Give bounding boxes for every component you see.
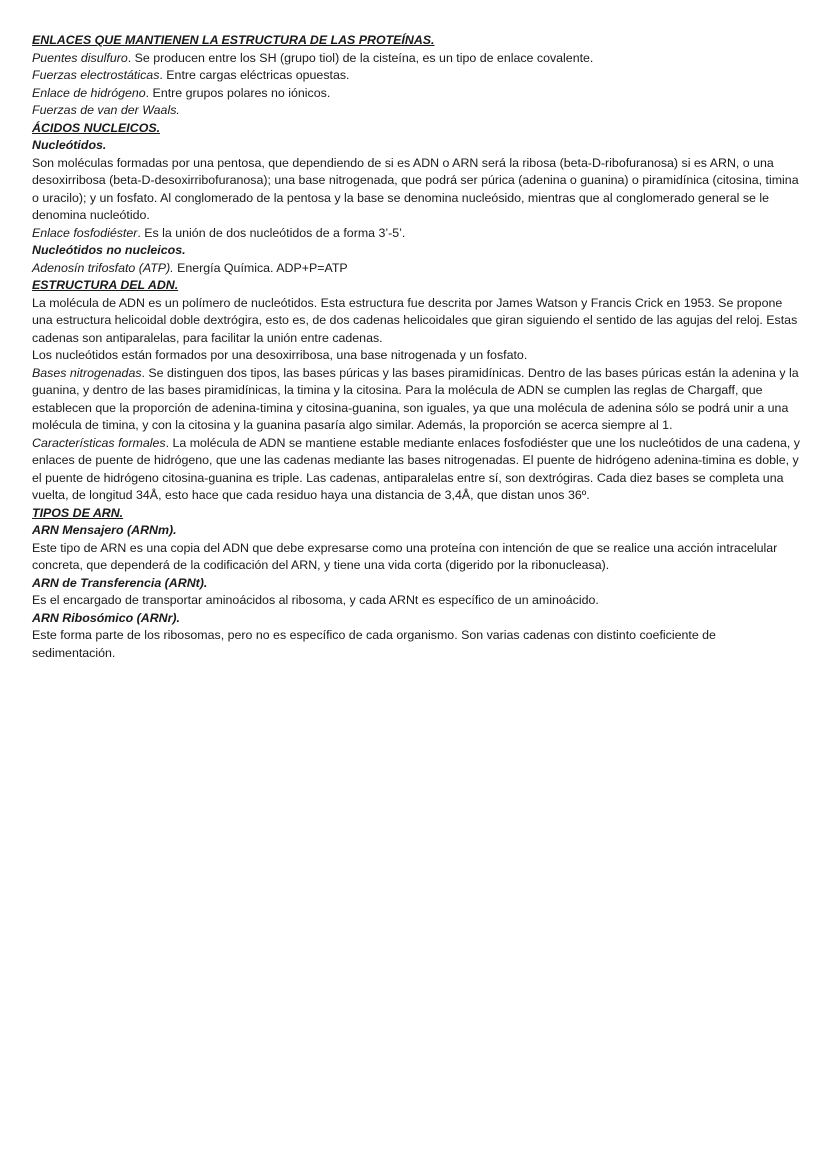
term-puentes-disulfuro: Puentes disulfuro (32, 50, 128, 65)
text-atp: Energía Química. ADP+P=ATP (173, 260, 348, 275)
sub-heading-arn-transferencia: ARN de Transferencia (ARNt). (32, 575, 208, 590)
paragraph-arn-mensajero: Este tipo de ARN es una copia del ADN que debe expresarse como una proteína con intención de que se realice una acción intracelular concreta, que dependerá de la codificación del ARN, y tiene una vida corta (digerido por la ribonucleasa). (32, 540, 778, 572)
term-enlace-hidrogeno: Enlace de hidrógeno (32, 85, 146, 100)
term-bases-nitrogenadas: Bases nitrogenadas (32, 365, 142, 380)
term-caracteristicas-formales: Características formales (32, 435, 166, 450)
text-enlace-fosfodiester: . Es la unión de dos nucleótidos de a forma 3’-5’. (137, 225, 406, 240)
section-heading-acidos-nucleicos: ÁCIDOS NUCLEICOS. (32, 120, 161, 135)
text-enlace-hidrogeno: . Entre grupos polares no iónicos. (145, 85, 331, 100)
paragraph-puentes-disulfuro (32, 50, 802, 68)
paragraph-arn-ribosomico: Este forma parte de los ribosomas, pero no es específico de cada organismo. Son varias cadenas con distinto coeficiente de sedimentación. (32, 628, 716, 660)
sub-heading-nucleotidos-no-nucleicos: Nucleótidos no nucleicos. (32, 243, 186, 257)
term-atp: Adenosín trifosfato (ATP). (32, 260, 174, 275)
sub-heading-arn-mensajero: ARN Mensajero (ARNm). (32, 523, 177, 537)
section-heading-tipos-arn: TIPOS DE ARN. (32, 505, 124, 520)
paragraph-fuerzas-electrostaticas (32, 67, 802, 85)
paragraph-van-der-waals (32, 102, 802, 120)
term-fuerzas-electrostaticas: Fuerzas electrostáticas (32, 68, 160, 82)
paragraph-bases-nitrogenadas (32, 365, 802, 435)
term-van-der-waals: Fuerzas de van der Waals. (32, 103, 180, 117)
paragraph-enlace-fosfodiester (32, 225, 802, 243)
text-fuerzas-electrostaticas: . Entre cargas eléctricas opuestas. (159, 68, 350, 82)
paragraph-arn-transferencia: Es el encargado de transportar aminoácidos al ribosoma, y cada ARNt es específico de un aminoácido. (32, 593, 599, 607)
term-enlace-fosfodiester: Enlace fosfodiéster (32, 225, 138, 240)
paragraph-nucleotidos: Son moléculas formadas por una pentosa, que dependiendo de si es ADN o ARN será la ribosa (beta-D-ribofuranosa) si es ARN, o una desoxirribosa (beta-D-desoxirribofuranosa); una base nitrogenada, que podrá ser púrica (adenina o guanina) o piramidínica (citosina, timina o uracilo); y un fosfato. Al conglomerado de la pentosa y la base se denomina nucleósido, mientras que al conglomerado general se le denomina nucleótido. (32, 155, 799, 222)
paragraph-composicion-nucleotidos: Los nucleótidos están formados por una desoxirribosa, una base nitrogenada y un fosfato. (32, 348, 528, 362)
sub-heading-arn-ribosomico: ARN Ribosómico (ARNr). (32, 610, 180, 625)
text-puentes-disulfuro: . Se producen entre los SH (grupo tiol) de la cisteína, es un tipo de enlace covalente. (127, 50, 594, 65)
paragraph-caracteristicas-formales (32, 435, 802, 505)
paragraph-polimero-nucleotidos: La molécula de ADN es un polímero de nucleótidos. Esta estructura fue descrita por James Watson y Francis Crick en 1953. Se propone una estructura helicoidal doble dextrógira, esto es, de dos cadenas helicoidales que giran siguiendo el sentido de las agujas del reloj. Estas cadenas son antiparalelas, para facilitar la unión entre cadenas. (32, 295, 798, 345)
section-heading-proteinas: ENLACES QUE MANTIENEN LA ESTRUCTURA DE LAS PROTEÍNAS. (32, 33, 435, 47)
paragraph-atp (32, 260, 802, 278)
sub-heading-nucleotidos: Nucleótidos. (32, 138, 107, 152)
section-heading-estructura-adn: ESTRUCTURA DEL ADN. (32, 278, 179, 292)
paragraph-enlace-hidrogeno (32, 85, 802, 103)
text-bases-nitrogenadas: . Se distinguen dos tipos, las bases púricas y las bases piramidínicas. Dentro de las bases púricas están la adenina y la guanina, y dentro de las bases piramidínicas, la timina y la citosina. Para la molécula de ADN se cumplen las reglas de Chargaff, que establecen que la proporción de adenina-timina y citosina-guanina, son iguales, ya que una molécula de adenina sólo se podrá unir a una molécula de timina, y con la citosina y la guanina pasaría algo similar. Además, la proporción se acerca siempre al 1. (32, 365, 799, 432)
document-page (32, 32, 802, 662)
text-caracteristicas-formales: . La molécula de ADN se mantiene estable mediante enlaces fosfodiéster que une los nucleótidos de una cadena, y enlaces de puente de hidrógeno, que une las cadenas mediante las bases nitrogenadas. El puente de hidrógeno adenina-timina es doble, y el puente de hidrógeno citosina-guanina es triple. Las cadenas, antiparalelas entre sí, son dextrógiras. Cada diez bases se completa una vuelta, de longitud 34Å, esto hace que cada residuo haya una distancia de 3,4Å, que distan unos 36º. (32, 435, 800, 502)
